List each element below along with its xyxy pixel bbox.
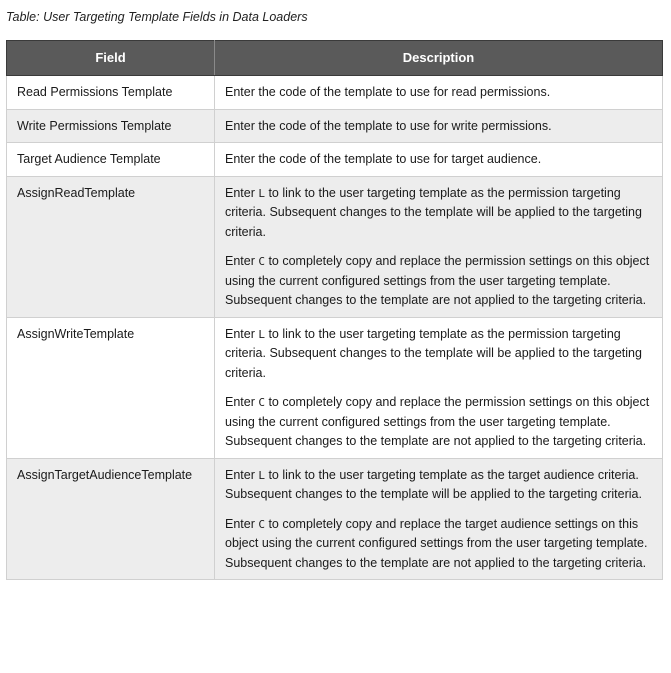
fields-table <box>6 40 663 580</box>
field-cell: AssignWriteTemplate <box>7 317 215 458</box>
table-row <box>7 317 663 458</box>
column-header-field: Field <box>7 41 215 76</box>
code-value: L <box>258 186 265 200</box>
description-cell <box>215 176 663 317</box>
description-cell <box>215 317 663 458</box>
code-value: C <box>258 396 265 409</box>
description-paragraph: Enter C to completely copy and replace the permission settings on this object using the current configured settings from the user targeting template. Subsequent changes to the template are not applied to the targeting criteria. <box>225 254 650 307</box>
code-value: C <box>258 517 265 531</box>
code-value: L <box>258 327 265 341</box>
table-header-row <box>7 41 663 76</box>
description-cell: Enter the code of the template to use for read permissions. <box>215 76 663 110</box>
table-row <box>7 143 663 177</box>
table-row <box>7 458 663 580</box>
field-cell: AssignTargetAudienceTemplate <box>7 458 215 580</box>
column-header-description: Description <box>215 41 663 76</box>
field-cell: Read Permissions Template <box>7 76 215 110</box>
table-caption: Table: User Targeting Template Fields in Data Loaders <box>6 10 308 24</box>
description-cell <box>215 458 663 580</box>
code-value: L <box>258 468 265 482</box>
field-cell: AssignReadTemplate <box>7 176 215 317</box>
description-paragraph: Enter L to link to the user targeting template as the permission targeting criteria. Subsequent changes to the template will be applied to the targeting criteria. <box>225 326 642 380</box>
description-cell: Enter the code of the template to use for write permissions. <box>215 109 663 143</box>
table-row <box>7 109 663 143</box>
field-cell: Write Permissions Template <box>7 109 215 143</box>
table-row <box>7 76 663 110</box>
table-row <box>7 176 663 317</box>
field-cell: Target Audience Template <box>7 143 215 177</box>
description-paragraph: Enter L to link to the user targeting template as the target audience criteria. Subsequent changes to the template will be applied to the targeting criteria. <box>225 467 642 501</box>
description-cell: Enter the code of the template to use for target audience. <box>215 143 663 177</box>
description-paragraph: Enter C to completely copy and replace the target audience settings on this object using the current configured settings from the user targeting template. Subsequent changes to the template are not applied to the targeting criteria. <box>225 516 648 570</box>
description-paragraph: Enter C to completely copy and replace the permission settings on this object using the current configured settings from the user targeting template. Subsequent changes to the template are not applied to the targeting criteria. <box>225 395 650 448</box>
description-paragraph: Enter L to link to the user targeting template as the permission targeting criteria. Subsequent changes to the template will be applied to the targeting criteria. <box>225 185 642 239</box>
code-value: C <box>258 255 265 268</box>
